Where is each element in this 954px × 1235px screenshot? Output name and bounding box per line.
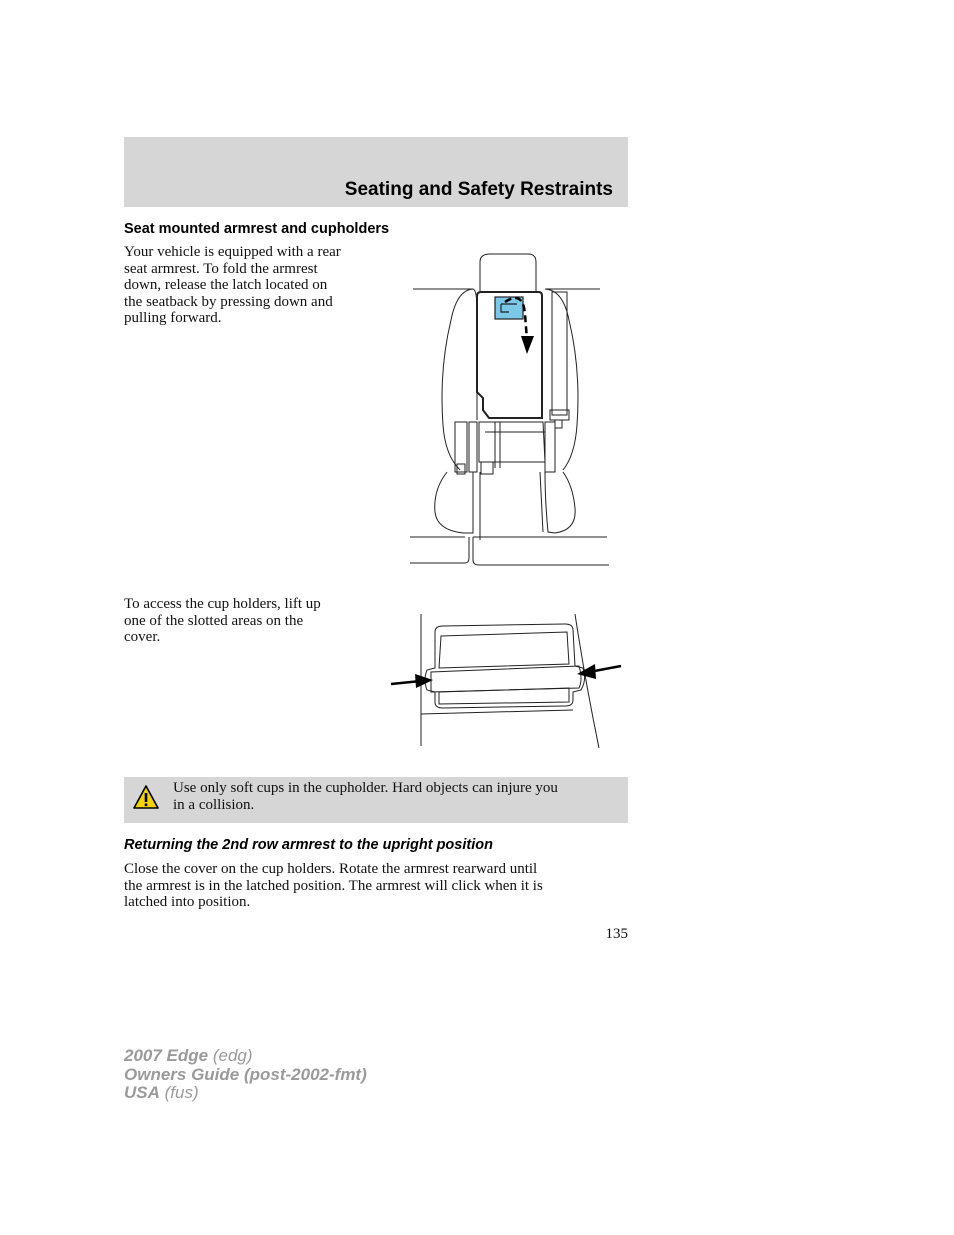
footer-guide: Owners Guide (post-2002-fmt) (124, 1064, 367, 1084)
text-line: in a collision. (173, 797, 255, 813)
cupholder-illustration (385, 610, 625, 750)
text-line: cover. (124, 629, 161, 646)
document-footer (124, 1047, 367, 1103)
returning-paragraph (124, 861, 624, 911)
text-line: To access the cup holders, lift up (124, 596, 321, 612)
text-line: one of the slotted areas on the (124, 612, 304, 629)
footer-region: USA (124, 1083, 160, 1102)
text-line: latched into position. (124, 894, 251, 911)
page-number: 135 (605, 926, 628, 942)
footer-line-region (124, 1084, 367, 1103)
returning-heading: Returning the 2nd row armrest to the upright position (124, 837, 493, 853)
warning-triangle-icon (132, 784, 160, 810)
text-line: Use only soft cups in the cupholder. Hard objects can injure you (173, 780, 558, 796)
text-line: down, release the latch located on (124, 277, 328, 294)
text-line: the armrest is in the latched position. The armrest will click when it is (124, 877, 543, 894)
text-line: pulling forward. (124, 310, 222, 327)
footer-line-model (124, 1047, 367, 1066)
cupholder-paragraph (124, 596, 379, 646)
text-line: Close the cover on the cup holders. Rotate the armrest rearward until (124, 861, 538, 877)
armrest-paragraph (124, 244, 379, 327)
text-line: the seatback by pressing down and (124, 293, 333, 310)
page-title: Seating and Safety Restraints (344, 179, 613, 200)
section-heading: Seat mounted armrest and cupholders (124, 221, 390, 237)
footer-model-code: (edg) (208, 1046, 253, 1065)
warning-text (173, 780, 623, 814)
seat-armrest-illustration (405, 250, 615, 570)
header-band (124, 137, 628, 207)
text-line: seat armrest. To fold the armrest (124, 260, 318, 277)
text-line: Your vehicle is equipped with a rear (124, 244, 341, 260)
footer-model: 2007 Edge (124, 1046, 209, 1065)
footer-region-code: (fus) (159, 1083, 199, 1102)
warning-box (124, 777, 628, 823)
